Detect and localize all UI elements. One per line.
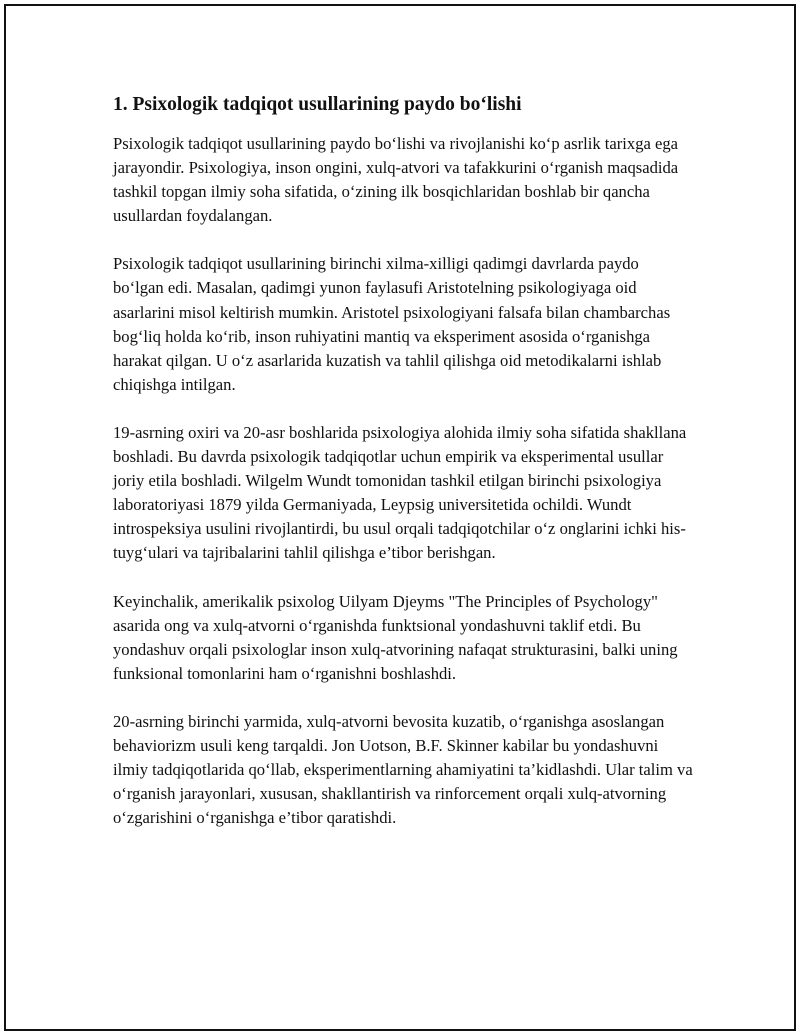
paragraph-3: 19-asrning oxiri va 20-asr boshlarida psixologiya alohida ilmiy soha sifatida shakllana boshladi. Bu davrda psixologik tadqiqotlar uchun empirik va eksperimental usullar joriy etila boshladi. Wilgelm Wundt tomonidan tashkil etilgan birinchi psixologiya laboratoriyasi 1879 yilda Germaniyada, Leypsig universitetida ochildi. Wundt introspeksiya usulini rivojlantirdi, bu usul orqali tadqiqotchilar o‘z onglarini ichki his-tuyg‘ulari va tajribalarini tahlil qilishga e’tibor berishgan. <box>113 422 687 563</box>
paragraph-4: Keyinchalik, amerikalik psixolog Uilyam Djeyms "The Principles of Psychology" asarida ong va xulq-atvorni o‘rganishda funktsional yondashuvni taklif etdi. Bu yondashuv orqali psixologlar inson xulq-atvorining nafaqat strukturasini, balki uning funksional tomonlarini ham o‘rganishni boshlashdi. <box>113 591 678 683</box>
paragraph-5: 20-asrning birinchi yarmida, xulq-atvorni bevosita kuzatib, o‘rganishga asoslangan behaviorizm usuli keng tarqaldi. Jon Uotson, B.F. Skinner kabilar bu yondashuvni ilmiy tadqiqotlarida qo‘llab, eksperimentlarning ahamiyatini ta’kidlashdi. Ular talim va o‘rganish jarayonlari, xususan, shakllantirish va rinforcement orqali xulq-atvorning o‘zgarishini o‘rganishga e’tibor qaratishdi. <box>113 711 693 828</box>
document-body <box>113 90 693 854</box>
section-heading: 1. Psixologik tadqiqot usullarining paydo bo‘lishi <box>113 94 522 115</box>
paragraph-1: Psixologik tadqiqot usullarining paydo bo‘lishi va rivojlanishi ko‘p asrlik tarixga ega jarayondir. Psixologiya, inson ongini, xulq-atvori va tafakkurini o‘rganish maqsadida tashkil topgan ilmiy soha sifatida, o‘zining ilk bosqichlaridan boshlab bir qancha usullardan foydalangan. <box>113 134 679 226</box>
paragraph-2: Psixologik tadqiqot usullarining birinchi xilma-xilligi qadimgi davrlarda paydo bo‘lgan edi. Masalan, qadimgi yunon faylasufi Aristotelning psikologiyaga oid asarlarini misol keltirish mumkin. Aristotel psixologiyani falsafa bilan chambarchas bog‘liq holda ko‘rib, inson ruhiyatini mantiq va eksperiment asosida o‘rganishga harakat qilgan. U o‘z asarlarida kuzatish va tahlil qilishga oid metodikalarni ishlab chiqishga intilgan. <box>113 254 671 394</box>
